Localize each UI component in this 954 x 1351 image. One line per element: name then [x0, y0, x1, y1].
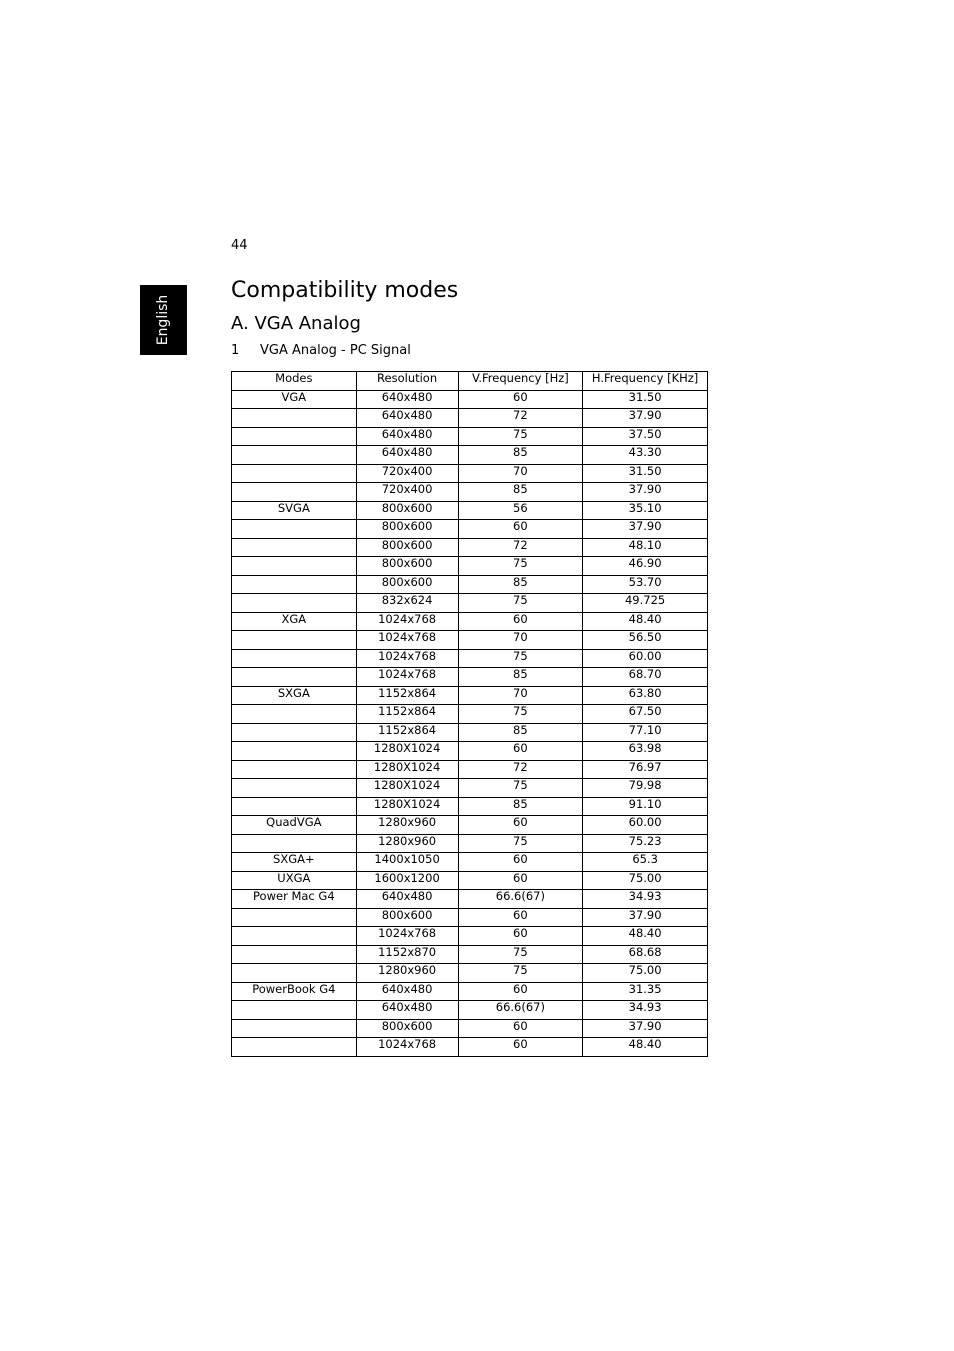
- cell-resolution: 1024x768: [356, 1038, 458, 1057]
- cell-h-frequency: 77.10: [583, 723, 708, 742]
- cell-h-frequency: 46.90: [583, 557, 708, 576]
- cell-resolution: 640x480: [356, 427, 458, 446]
- table-row: [232, 742, 708, 761]
- table-row: [232, 427, 708, 446]
- table-row: [232, 668, 708, 687]
- cell-h-frequency: 67.50: [583, 705, 708, 724]
- subsection-heading: [231, 343, 411, 358]
- cell-resolution: 720x400: [356, 483, 458, 502]
- cell-mode: UXGA: [232, 871, 357, 890]
- cell-h-frequency: 37.90: [583, 483, 708, 502]
- cell-v-frequency: 85: [458, 668, 583, 687]
- table-row: [232, 501, 708, 520]
- cell-h-frequency: 65.3: [583, 853, 708, 872]
- cell-mode: [232, 797, 357, 816]
- table-row: [232, 446, 708, 465]
- cell-resolution: 1280X1024: [356, 742, 458, 761]
- cell-h-frequency: 31.50: [583, 390, 708, 409]
- cell-h-frequency: 60.00: [583, 649, 708, 668]
- cell-mode: XGA: [232, 612, 357, 631]
- table-row: [232, 927, 708, 946]
- cell-resolution: 720x400: [356, 464, 458, 483]
- cell-h-frequency: 34.93: [583, 1001, 708, 1020]
- cell-mode: [232, 834, 357, 853]
- cell-resolution: 800x600: [356, 557, 458, 576]
- cell-resolution: 1152x864: [356, 705, 458, 724]
- cell-resolution: 800x600: [356, 501, 458, 520]
- cell-mode: SXGA: [232, 686, 357, 705]
- cell-v-frequency: 85: [458, 797, 583, 816]
- cell-v-frequency: 60: [458, 982, 583, 1001]
- section-title: A. VGA Analog: [231, 313, 361, 334]
- cell-h-frequency: 75.23: [583, 834, 708, 853]
- cell-v-frequency: 75: [458, 557, 583, 576]
- cell-mode: [232, 594, 357, 613]
- page-number: 44: [231, 238, 248, 253]
- cell-resolution: 640x480: [356, 390, 458, 409]
- cell-resolution: 1024x768: [356, 649, 458, 668]
- cell-v-frequency: 75: [458, 649, 583, 668]
- cell-resolution: 1152x864: [356, 723, 458, 742]
- cell-v-frequency: 70: [458, 631, 583, 650]
- cell-h-frequency: 75.00: [583, 964, 708, 983]
- cell-resolution: 1280X1024: [356, 760, 458, 779]
- cell-mode: [232, 760, 357, 779]
- cell-resolution: 1280x960: [356, 816, 458, 835]
- cell-h-frequency: 34.93: [583, 890, 708, 909]
- language-side-tab-label: English: [155, 294, 171, 346]
- cell-h-frequency: 91.10: [583, 797, 708, 816]
- cell-resolution: 1400x1050: [356, 853, 458, 872]
- cell-v-frequency: 60: [458, 520, 583, 539]
- cell-resolution: 800x600: [356, 520, 458, 539]
- table-row: [232, 871, 708, 890]
- page-title: Compatibility modes: [231, 278, 459, 303]
- table-row: [232, 538, 708, 557]
- header-resolution: Resolution: [356, 372, 458, 391]
- cell-v-frequency: 60: [458, 390, 583, 409]
- compatibility-table: [231, 371, 708, 1057]
- header-modes: Modes: [232, 372, 357, 391]
- cell-v-frequency: 66.6(67): [458, 1001, 583, 1020]
- cell-h-frequency: 48.40: [583, 927, 708, 946]
- cell-mode: [232, 668, 357, 687]
- language-side-tab: [140, 285, 187, 355]
- cell-v-frequency: 60: [458, 742, 583, 761]
- subsection-number: 1: [231, 343, 240, 358]
- cell-mode: [232, 945, 357, 964]
- cell-resolution: 1600x1200: [356, 871, 458, 890]
- cell-mode: SVGA: [232, 501, 357, 520]
- cell-resolution: 640x480: [356, 446, 458, 465]
- cell-mode: [232, 575, 357, 594]
- cell-h-frequency: 63.98: [583, 742, 708, 761]
- table-row: [232, 594, 708, 613]
- cell-h-frequency: 56.50: [583, 631, 708, 650]
- cell-mode: [232, 631, 357, 650]
- table-row: [232, 834, 708, 853]
- cell-h-frequency: 43.30: [583, 446, 708, 465]
- cell-h-frequency: 37.90: [583, 520, 708, 539]
- cell-h-frequency: 37.90: [583, 409, 708, 428]
- table-row: [232, 1038, 708, 1057]
- cell-mode: [232, 483, 357, 502]
- cell-v-frequency: 60: [458, 908, 583, 927]
- table-body: [232, 390, 708, 1056]
- cell-mode: [232, 446, 357, 465]
- table-row: [232, 1001, 708, 1020]
- cell-h-frequency: 49.725: [583, 594, 708, 613]
- table-row: [232, 853, 708, 872]
- cell-h-frequency: 75.00: [583, 871, 708, 890]
- table-row: [232, 464, 708, 483]
- table-row: [232, 1019, 708, 1038]
- cell-resolution: 1024x768: [356, 927, 458, 946]
- cell-mode: [232, 520, 357, 539]
- cell-resolution: 640x480: [356, 982, 458, 1001]
- cell-h-frequency: 76.97: [583, 760, 708, 779]
- table-row: [232, 723, 708, 742]
- cell-v-frequency: 85: [458, 575, 583, 594]
- cell-v-frequency: 60: [458, 1019, 583, 1038]
- cell-mode: [232, 464, 357, 483]
- cell-v-frequency: 75: [458, 834, 583, 853]
- cell-v-frequency: 56: [458, 501, 583, 520]
- cell-resolution: 1280X1024: [356, 797, 458, 816]
- cell-mode: SXGA+: [232, 853, 357, 872]
- table-row: [232, 705, 708, 724]
- cell-v-frequency: 75: [458, 964, 583, 983]
- cell-h-frequency: 53.70: [583, 575, 708, 594]
- table-row: [232, 612, 708, 631]
- cell-v-frequency: 66.6(67): [458, 890, 583, 909]
- cell-resolution: 1280x960: [356, 964, 458, 983]
- cell-h-frequency: 37.90: [583, 1019, 708, 1038]
- cell-mode: PowerBook G4: [232, 982, 357, 1001]
- cell-h-frequency: 37.90: [583, 908, 708, 927]
- cell-resolution: 832x624: [356, 594, 458, 613]
- cell-h-frequency: 68.68: [583, 945, 708, 964]
- cell-resolution: 1152x870: [356, 945, 458, 964]
- cell-v-frequency: 85: [458, 723, 583, 742]
- table-row: [232, 409, 708, 428]
- cell-resolution: 1024x768: [356, 631, 458, 650]
- cell-h-frequency: 37.50: [583, 427, 708, 446]
- cell-resolution: 640x480: [356, 890, 458, 909]
- cell-mode: [232, 427, 357, 446]
- table-row: [232, 908, 708, 927]
- cell-mode: VGA: [232, 390, 357, 409]
- table-row: [232, 483, 708, 502]
- cell-resolution: 1024x768: [356, 668, 458, 687]
- cell-mode: [232, 927, 357, 946]
- cell-resolution: 1152x864: [356, 686, 458, 705]
- cell-resolution: 1280x960: [356, 834, 458, 853]
- table-row: [232, 631, 708, 650]
- cell-v-frequency: 60: [458, 612, 583, 631]
- table-header: [232, 372, 708, 391]
- cell-mode: [232, 742, 357, 761]
- cell-resolution: 640x480: [356, 1001, 458, 1020]
- cell-resolution: 1280X1024: [356, 779, 458, 798]
- cell-h-frequency: 48.40: [583, 1038, 708, 1057]
- cell-h-frequency: 68.70: [583, 668, 708, 687]
- cell-v-frequency: 72: [458, 538, 583, 557]
- cell-h-frequency: 79.98: [583, 779, 708, 798]
- cell-mode: [232, 723, 357, 742]
- table-row: [232, 575, 708, 594]
- cell-resolution: 800x600: [356, 1019, 458, 1038]
- cell-h-frequency: 31.35: [583, 982, 708, 1001]
- table-row: [232, 760, 708, 779]
- cell-resolution: 1024x768: [356, 612, 458, 631]
- cell-mode: [232, 557, 357, 576]
- cell-h-frequency: 48.40: [583, 612, 708, 631]
- table-row: [232, 649, 708, 668]
- cell-h-frequency: 48.10: [583, 538, 708, 557]
- cell-v-frequency: 85: [458, 483, 583, 502]
- cell-v-frequency: 75: [458, 779, 583, 798]
- table-row: [232, 964, 708, 983]
- header-v-frequency: V.Frequency [Hz]: [458, 372, 583, 391]
- cell-resolution: 800x600: [356, 538, 458, 557]
- cell-mode: [232, 409, 357, 428]
- cell-mode: [232, 908, 357, 927]
- table-row: [232, 686, 708, 705]
- cell-v-frequency: 60: [458, 853, 583, 872]
- cell-h-frequency: 35.10: [583, 501, 708, 520]
- cell-v-frequency: 60: [458, 1038, 583, 1057]
- cell-v-frequency: 60: [458, 871, 583, 890]
- cell-v-frequency: 60: [458, 816, 583, 835]
- table-row: [232, 390, 708, 409]
- table-row: [232, 816, 708, 835]
- cell-resolution: 800x600: [356, 908, 458, 927]
- cell-mode: [232, 964, 357, 983]
- cell-v-frequency: 85: [458, 446, 583, 465]
- table-row: [232, 890, 708, 909]
- subsection-label: VGA Analog - PC Signal: [260, 343, 411, 358]
- cell-v-frequency: 70: [458, 464, 583, 483]
- cell-v-frequency: 75: [458, 705, 583, 724]
- cell-mode: [232, 649, 357, 668]
- header-h-frequency: H.Frequency [KHz]: [583, 372, 708, 391]
- table-row: [232, 557, 708, 576]
- cell-v-frequency: 60: [458, 927, 583, 946]
- cell-h-frequency: 31.50: [583, 464, 708, 483]
- cell-mode: [232, 1038, 357, 1057]
- table-row: [232, 779, 708, 798]
- table-row: [232, 945, 708, 964]
- table-row: [232, 982, 708, 1001]
- cell-mode: QuadVGA: [232, 816, 357, 835]
- table-row: [232, 797, 708, 816]
- cell-mode: [232, 779, 357, 798]
- cell-mode: [232, 705, 357, 724]
- cell-h-frequency: 63.80: [583, 686, 708, 705]
- cell-v-frequency: 75: [458, 945, 583, 964]
- cell-resolution: 800x600: [356, 575, 458, 594]
- cell-mode: Power Mac G4: [232, 890, 357, 909]
- cell-v-frequency: 70: [458, 686, 583, 705]
- cell-mode: [232, 538, 357, 557]
- cell-v-frequency: 75: [458, 427, 583, 446]
- cell-mode: [232, 1001, 357, 1020]
- cell-resolution: 640x480: [356, 409, 458, 428]
- cell-mode: [232, 1019, 357, 1038]
- cell-v-frequency: 72: [458, 760, 583, 779]
- table-row: [232, 520, 708, 539]
- cell-h-frequency: 60.00: [583, 816, 708, 835]
- table-header-row: [232, 372, 708, 391]
- cell-v-frequency: 75: [458, 594, 583, 613]
- cell-v-frequency: 72: [458, 409, 583, 428]
